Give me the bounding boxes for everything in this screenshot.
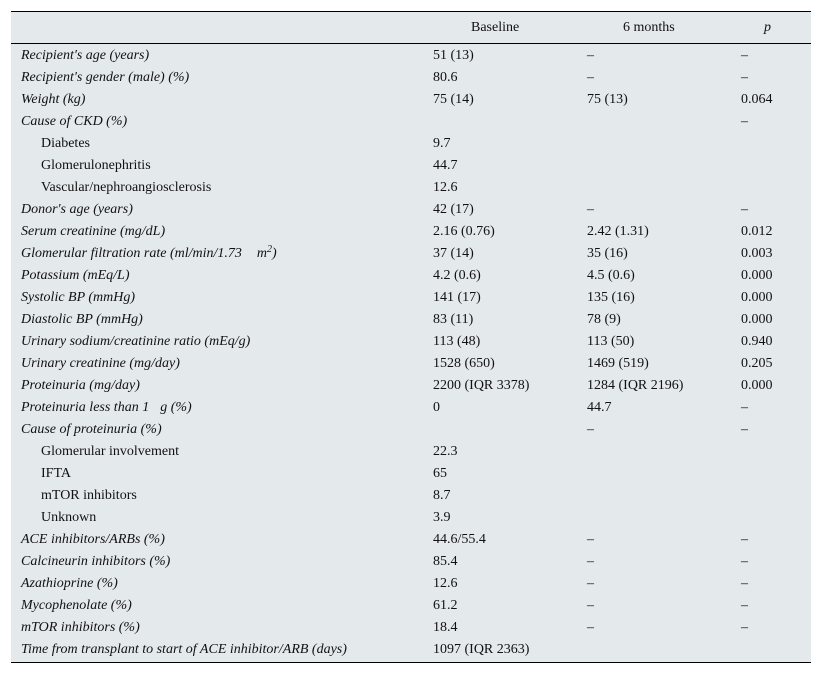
p-value: 0.012 xyxy=(741,224,773,239)
row-label-prefix: Glomerular filtration rate (ml/min/1.73 xyxy=(21,246,242,261)
p-value: – xyxy=(741,202,748,217)
baseline-value: 113 (48) xyxy=(433,334,481,349)
header-baseline: Baseline xyxy=(471,20,520,35)
table-row xyxy=(11,111,811,133)
row-label: Potassium (mEq/L) xyxy=(21,268,130,283)
table-row xyxy=(11,485,811,507)
row-label: Urinary sodium/creatinine ratio (mEq/g) xyxy=(21,334,251,349)
row-label-unit: m xyxy=(256,246,268,261)
table-row xyxy=(11,617,811,639)
row-label: Diastolic BP (mmHg) xyxy=(21,312,143,327)
row-label: Vascular/nephroangiosclerosis xyxy=(41,180,212,195)
p-value: 0.000 xyxy=(741,378,773,393)
p-value: – xyxy=(741,554,748,569)
table-row xyxy=(11,45,811,67)
p-value: – xyxy=(741,114,748,129)
row-label: Proteinuria (mg/day) xyxy=(21,378,140,393)
p-value: 0.940 xyxy=(741,334,773,349)
six-months-value: – xyxy=(587,598,594,613)
baseline-value: 2200 (IQR 3378) xyxy=(433,378,530,393)
p-value: – xyxy=(741,422,748,437)
six-months-value: 1469 (519) xyxy=(587,356,649,371)
row-label xyxy=(21,243,277,265)
p-value: – xyxy=(741,400,748,415)
p-value: – xyxy=(741,576,748,591)
table-row xyxy=(11,353,811,375)
table-row xyxy=(11,441,811,463)
table-row xyxy=(11,177,811,199)
table-row xyxy=(11,529,811,551)
row-label: ACE inhibitors/ARBs (%) xyxy=(21,532,165,547)
six-months-value: – xyxy=(587,532,594,547)
table-row xyxy=(11,67,811,89)
baseline-value: 2.16 (0.76) xyxy=(433,224,495,239)
baseline-value: 85.4 xyxy=(433,554,458,569)
p-value: – xyxy=(741,620,748,635)
row-label: Recipient's age (years) xyxy=(21,48,150,63)
row-label: Mycophenolate (%) xyxy=(21,598,132,613)
baseline-value: 8.7 xyxy=(433,488,451,503)
six-months-value: 113 (50) xyxy=(587,334,635,349)
table-row xyxy=(11,397,811,419)
table-row xyxy=(11,507,811,529)
six-months-value: 4.5 (0.6) xyxy=(587,268,635,283)
table-row xyxy=(11,133,811,155)
baseline-value: 44.7 xyxy=(433,158,458,173)
row-label-prefix: Proteinuria less than 1 xyxy=(21,400,150,415)
baseline-value: 61.2 xyxy=(433,598,458,613)
p-value: 0.064 xyxy=(741,92,773,107)
baseline-value: 1528 (650) xyxy=(433,356,495,371)
six-months-value: – xyxy=(587,554,594,569)
p-value: 0.205 xyxy=(741,356,773,371)
table-row xyxy=(11,551,811,573)
row-label: Cause of CKD (%) xyxy=(21,114,128,129)
row-label: Serum creatinine (mg/dL) xyxy=(21,224,166,239)
p-value: 0.000 xyxy=(741,312,773,327)
baseline-value: 65 xyxy=(433,466,447,481)
table-row xyxy=(11,155,811,177)
six-months-value: – xyxy=(587,620,594,635)
table-row xyxy=(11,243,811,265)
header-six-months: 6 months xyxy=(623,20,675,35)
row-label: Unknown xyxy=(41,510,97,525)
row-label: Recipient's gender (male) (%) xyxy=(21,70,190,85)
row-label: Systolic BP (mmHg) xyxy=(21,290,136,305)
data-table xyxy=(11,11,811,663)
row-label: Glomerulonephritis xyxy=(41,158,151,173)
table-row xyxy=(11,331,811,353)
p-value: – xyxy=(741,48,748,63)
baseline-value: 83 (11) xyxy=(433,312,474,327)
baseline-value: 4.2 (0.6) xyxy=(433,268,481,283)
baseline-value: 18.4 xyxy=(433,620,458,635)
six-months-value: – xyxy=(587,48,594,63)
row-label: Diabetes xyxy=(41,136,90,151)
header-p: p xyxy=(764,20,771,35)
baseline-value: 12.6 xyxy=(433,576,458,591)
table-body xyxy=(11,44,811,662)
table-row xyxy=(11,309,811,331)
row-label: mTOR inhibitors xyxy=(41,488,137,503)
table-row xyxy=(11,639,811,662)
row-label: Donor's age (years) xyxy=(21,202,133,217)
baseline-value: 141 (17) xyxy=(433,290,481,305)
six-months-value: 135 (16) xyxy=(587,290,635,305)
row-label-unit: g (%) xyxy=(160,400,192,415)
six-months-value: 1284 (IQR 2196) xyxy=(587,378,684,393)
table-row xyxy=(11,287,811,309)
baseline-value: 44.6/55.4 xyxy=(433,532,486,547)
row-label: IFTA xyxy=(41,466,71,481)
row-label: Cause of proteinuria (%) xyxy=(21,422,162,437)
baseline-value: 0 xyxy=(433,400,440,415)
row-label: Urinary creatinine (mg/day) xyxy=(21,356,180,371)
six-months-value: – xyxy=(587,202,594,217)
table-row xyxy=(11,199,811,221)
baseline-value: 80.6 xyxy=(433,70,458,85)
table-header xyxy=(11,12,811,44)
p-value: 0.000 xyxy=(741,268,773,283)
row-label xyxy=(21,397,192,419)
p-value: – xyxy=(741,70,748,85)
row-label: Time from transplant to start of ACE inhibitor/ARB (days) xyxy=(21,642,347,657)
baseline-value: 12.6 xyxy=(433,180,458,195)
row-label: Calcineurin inhibitors (%) xyxy=(21,554,171,569)
six-months-value: – xyxy=(587,576,594,591)
table-row xyxy=(11,375,811,397)
baseline-value: 3.9 xyxy=(433,510,451,525)
p-value: – xyxy=(741,598,748,613)
table-row xyxy=(11,265,811,287)
table-row xyxy=(11,89,811,111)
baseline-value: 75 (14) xyxy=(433,92,474,107)
table-row xyxy=(11,419,811,441)
six-months-value: 2.42 (1.31) xyxy=(587,224,649,239)
row-label: mTOR inhibitors (%) xyxy=(21,620,140,635)
six-months-value: 44.7 xyxy=(587,400,612,415)
table-row xyxy=(11,573,811,595)
row-label: Azathioprine (%) xyxy=(21,576,118,591)
baseline-value: 42 (17) xyxy=(433,202,474,217)
six-months-value: 78 (9) xyxy=(587,312,621,327)
row-label: Weight (kg) xyxy=(21,92,86,107)
baseline-value: 37 (14) xyxy=(433,246,474,261)
baseline-value: 1097 (IQR 2363) xyxy=(433,642,530,657)
table-row xyxy=(11,463,811,485)
baseline-value: 9.7 xyxy=(433,136,451,151)
table-row xyxy=(11,221,811,243)
baseline-value: 22.3 xyxy=(433,444,458,459)
six-months-value: 75 (13) xyxy=(587,92,628,107)
row-label: Glomerular involvement xyxy=(41,444,180,459)
row-label-suffix: ) xyxy=(272,246,277,261)
p-value: 0.000 xyxy=(741,290,773,305)
p-value: – xyxy=(741,532,748,547)
baseline-value: 51 (13) xyxy=(433,48,474,63)
six-months-value: – xyxy=(587,70,594,85)
p-value: 0.003 xyxy=(741,246,773,261)
six-months-value: – xyxy=(587,422,594,437)
six-months-value: 35 (16) xyxy=(587,246,628,261)
table-row xyxy=(11,595,811,617)
row-label-sup: 2 xyxy=(267,244,273,255)
